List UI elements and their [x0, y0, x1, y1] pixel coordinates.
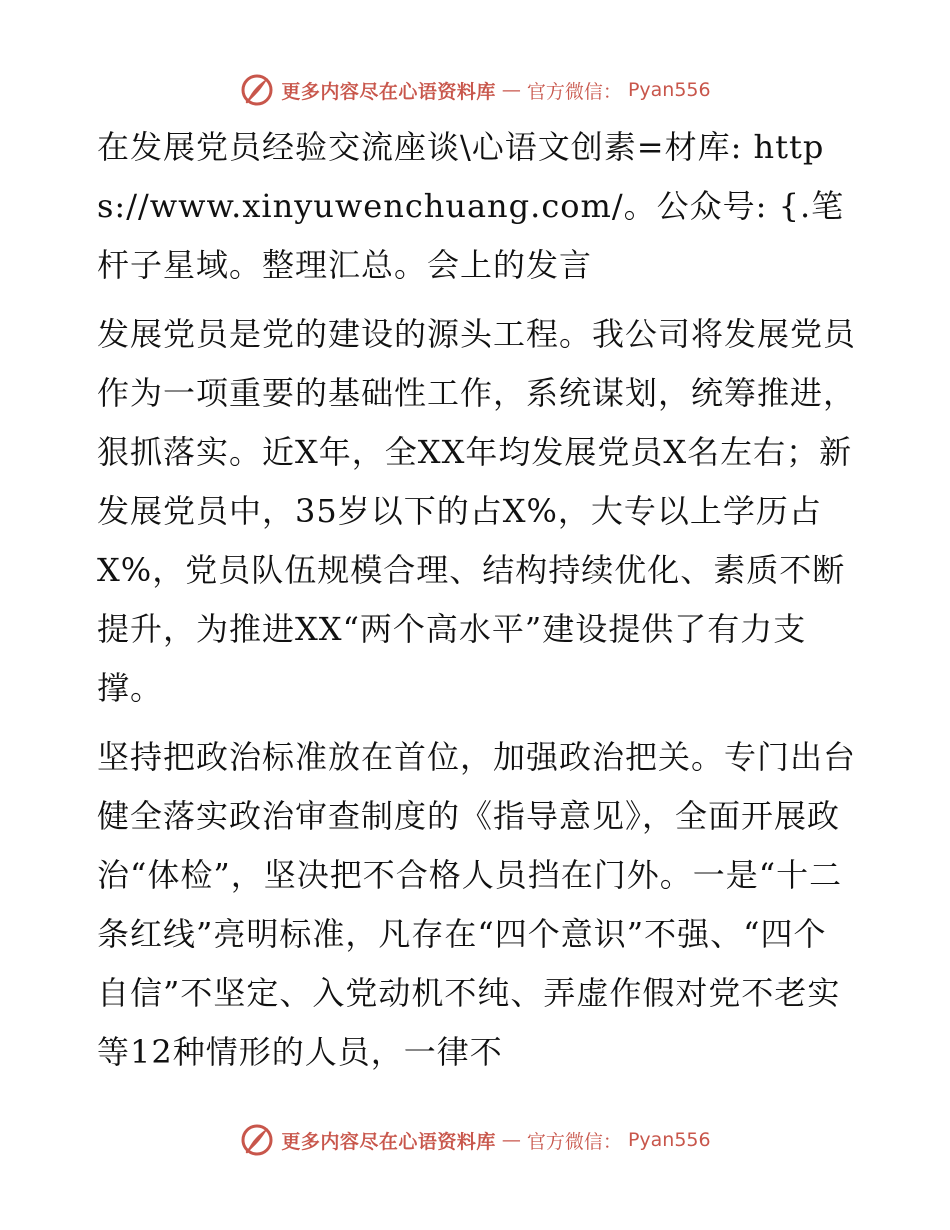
red-quill-logo-icon [239, 1122, 275, 1158]
red-quill-logo-icon [239, 72, 275, 108]
header-banner [0, 70, 950, 110]
paragraph-intro: 发展党员是党的建设的源头工程。我公司将发展党员作为一项重要的基础性工作，系统谋划，统筹推进，狠抓落实。近X年，全XX年均发展党员X名左右；新发展党员中，35岁以下的占X%，大专以上学历占X%，党员队伍规模合理、结构持续优化、素质不断提升，为推进XX“两个高水平”建设提供了有力支撑。 [97, 315, 857, 707]
wechat-id: Pyan556 [627, 79, 711, 101]
banner-text: 更多内容尽在心语资料库 [281, 1130, 496, 1153]
wechat-label: 官方微信： [526, 1130, 622, 1153]
footer-banner [0, 1120, 950, 1160]
document-body [97, 118, 857, 1092]
banner-separator: — [501, 1129, 521, 1151]
banner-separator: — [501, 79, 521, 101]
paragraph-political-standard: 坚持把政治标准放在首位，加强政治把关。专门出台健全落实政治审查制度的《指导意见》，全面开展政治“体检”，坚决把不合格人员挡在门外。一是“十二条红线”亮明标准，凡存在“四个意识”不强、“四个自信”不坚定、入党动机不纯、弄虚作假对党不老实等12种情形的人员，一律不 [97, 738, 857, 1071]
paragraph-title: 在发展党员经验交流座谈\心语文创素=材库: https://www.xinyuwenchuang.com/。公众号: {.笔杆子星域。整理汇总。会上的发言 [97, 128, 845, 284]
wechat-label: 官方微信： [526, 80, 622, 103]
wechat-id: Pyan556 [627, 1129, 711, 1151]
banner-text: 更多内容尽在心语资料库 [281, 80, 496, 103]
